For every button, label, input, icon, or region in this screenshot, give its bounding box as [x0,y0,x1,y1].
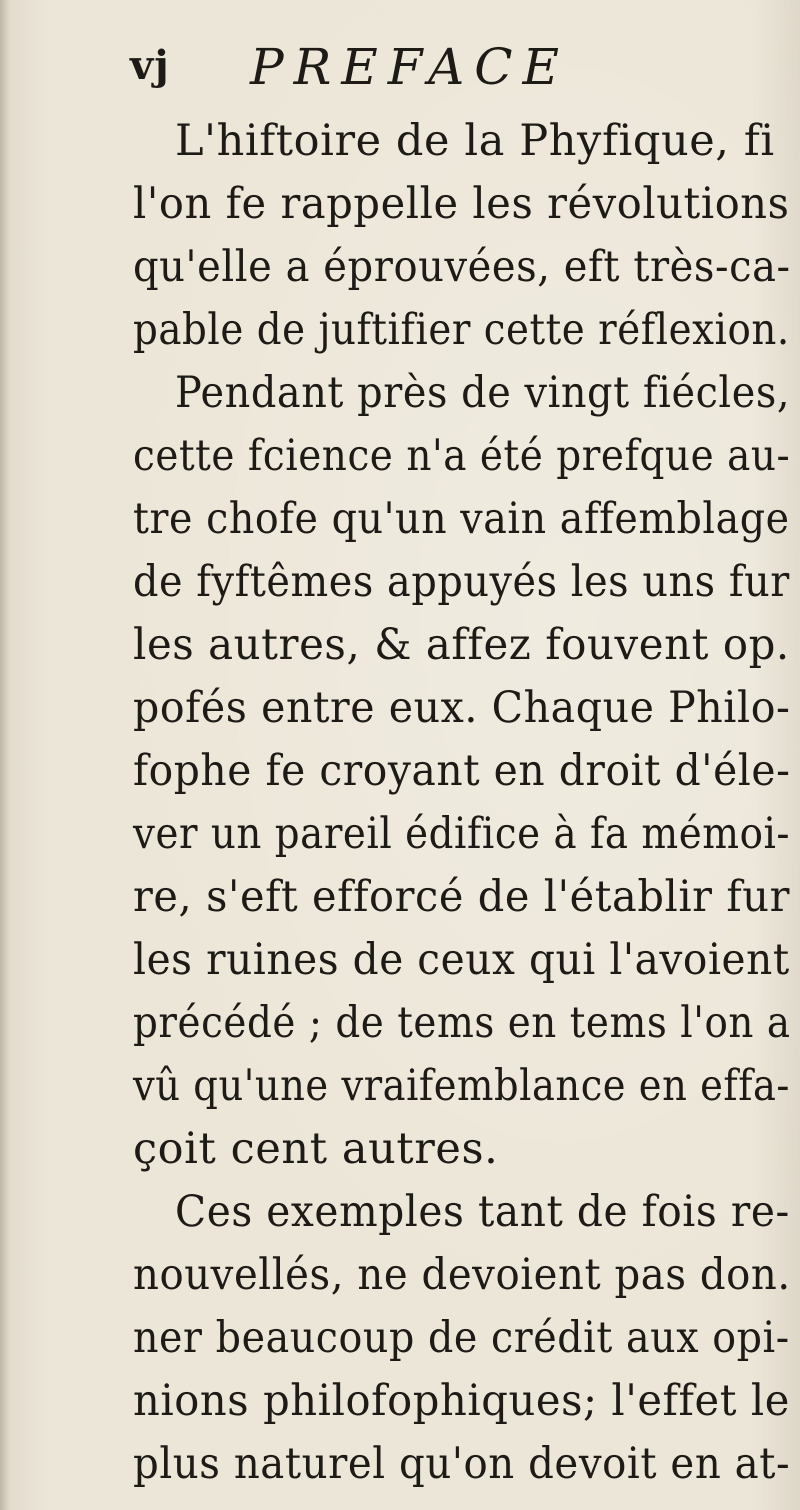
text-line: cette fcience n'a été prefque au- [133,431,791,481]
text-line: pofés entre eux. Chaque Philo- [133,683,791,733]
text-line: de fyftêmes appuyés les uns fur [133,557,790,607]
text-line: Ces exemples tant de fois re- [175,1187,790,1237]
text-line: plus naturel qu'on devoit en at- [133,1439,791,1489]
text-line: précédé ; de tems en tems l'on a [133,998,791,1048]
page-number: vj [130,42,170,89]
text-line: ner beaucoup de crédit aux opi- [133,1313,790,1363]
text-line: fophe fe croyant en droit d'éle- [133,746,791,796]
text-line: les autres, & affez fouvent op. [133,620,790,670]
text-line: tre chofe qu'un vain affemblage [133,494,790,544]
text-line: nions philofophiques; l'effet le [133,1376,790,1426]
text-line: nouvellés, ne devoient pas don. [133,1250,791,1300]
text-line: Pendant près de vingt fiécles, [175,368,791,418]
page-title: PREFACE [250,38,569,96]
text-line: qu'elle a éprouvées, eft très-ca- [133,242,791,292]
text-line: pable de juftifier cette réflexion. [133,305,790,355]
text-line: les ruines de ceux qui l'avoient [133,935,790,985]
text-line: çoit cent autres. [133,1124,499,1174]
text-line: re, s'eft efforcé de l'établir fur [133,872,791,922]
text-line: l'on fe rappelle les révolutions [133,179,790,229]
text-line: L'hiftoire de la Phyfique, fi [175,116,775,166]
text-line: vû qu'une vraifemblance en effa- [133,1061,790,1111]
text-line: ver un pareil édifice à fa mémoi- [133,809,791,859]
